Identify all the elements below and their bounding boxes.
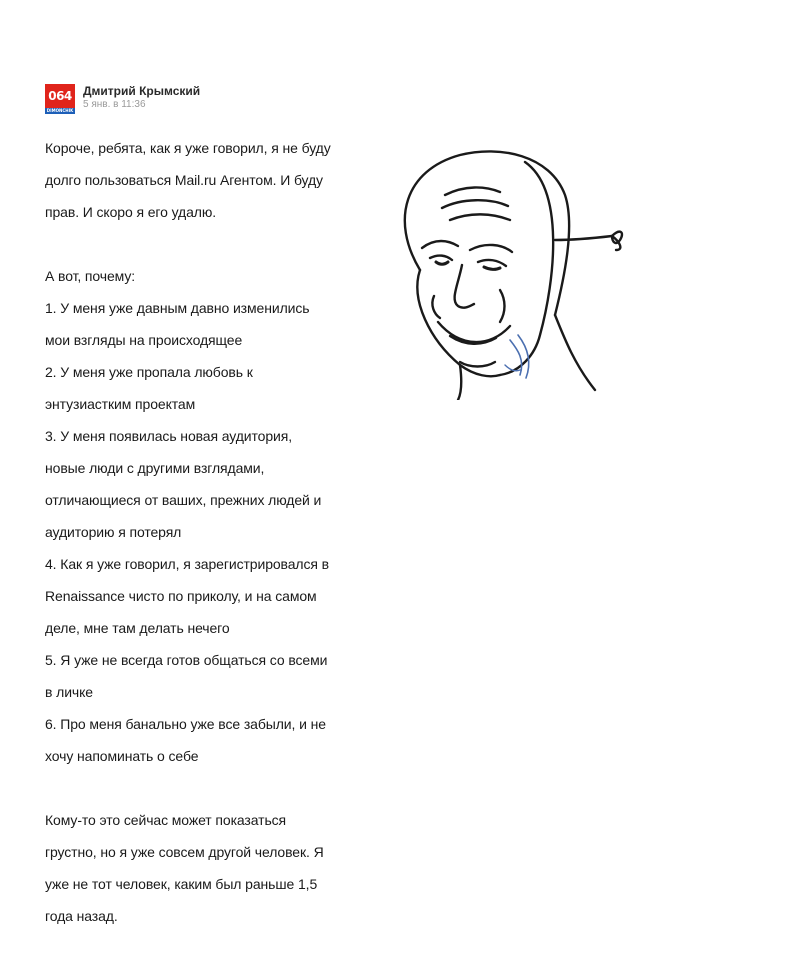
- post-line: Renaissance чисто по приколу, и на самом: [45, 588, 317, 604]
- post-line: мои взгляды на происходящее: [45, 332, 243, 348]
- post-line: отличающиеся от ваших, прежних людей и: [45, 492, 322, 508]
- post-line: 1. У меня уже давным давно изменились: [45, 300, 310, 316]
- post-line: 3. У меня появилась новая аудитория,: [45, 428, 293, 444]
- post-line: грустно, но я уже совсем другой человек. Я: [45, 844, 324, 860]
- post-line: в личке: [45, 684, 93, 700]
- avatar-subtext: DIMONCHIK: [46, 108, 74, 113]
- smiling-mask-wojak-icon: [350, 100, 652, 400]
- post-line: энтузиастким проектам: [45, 396, 196, 412]
- post-reasons: [45, 252, 350, 780]
- post-line: года назад.: [45, 908, 118, 924]
- post-line: Короче, ребята, как я уже говорил, я не буду: [45, 140, 331, 156]
- avatar-text: 064: [48, 89, 72, 103]
- post-header: [45, 84, 350, 116]
- post-line: долго пользоваться Mail.ru Агентом. И буду: [45, 172, 323, 188]
- post-card: [45, 84, 350, 956]
- post-line: деле, мне там делать нечего: [45, 620, 230, 636]
- post-line: новые люди с другими взглядами,: [45, 460, 265, 476]
- post-line: 6. Про меня банально уже все забыли, и не: [45, 716, 326, 732]
- post-body: [45, 124, 350, 940]
- post-line: А вот, почему:: [45, 268, 136, 284]
- post-line: 2. У меня уже пропала любовь к: [45, 364, 253, 380]
- post-line: уже не тот человек, каким был раньше 1,5: [45, 876, 318, 892]
- post-line: хочу напоминать о себе: [45, 748, 199, 764]
- post-outro: [45, 796, 350, 940]
- post-timestamp[interactable]: 5 янв. в 11:36: [83, 99, 146, 110]
- author-name[interactable]: Дмитрий Крымский: [83, 84, 201, 98]
- post-line: аудиторию я потерял: [45, 524, 182, 540]
- post-line: прав. И скоро я его удалю.: [45, 204, 217, 220]
- avatar[interactable]: [45, 84, 75, 114]
- post-line: 5. Я уже не всегда готов общаться со всеми: [45, 652, 328, 668]
- post-intro: [45, 124, 350, 236]
- post-line: 4. Как я уже говорил, я зарегистрировался в: [45, 556, 330, 572]
- post-line: Кому-то это сейчас может показаться: [45, 812, 287, 828]
- meme-image: [350, 100, 652, 545]
